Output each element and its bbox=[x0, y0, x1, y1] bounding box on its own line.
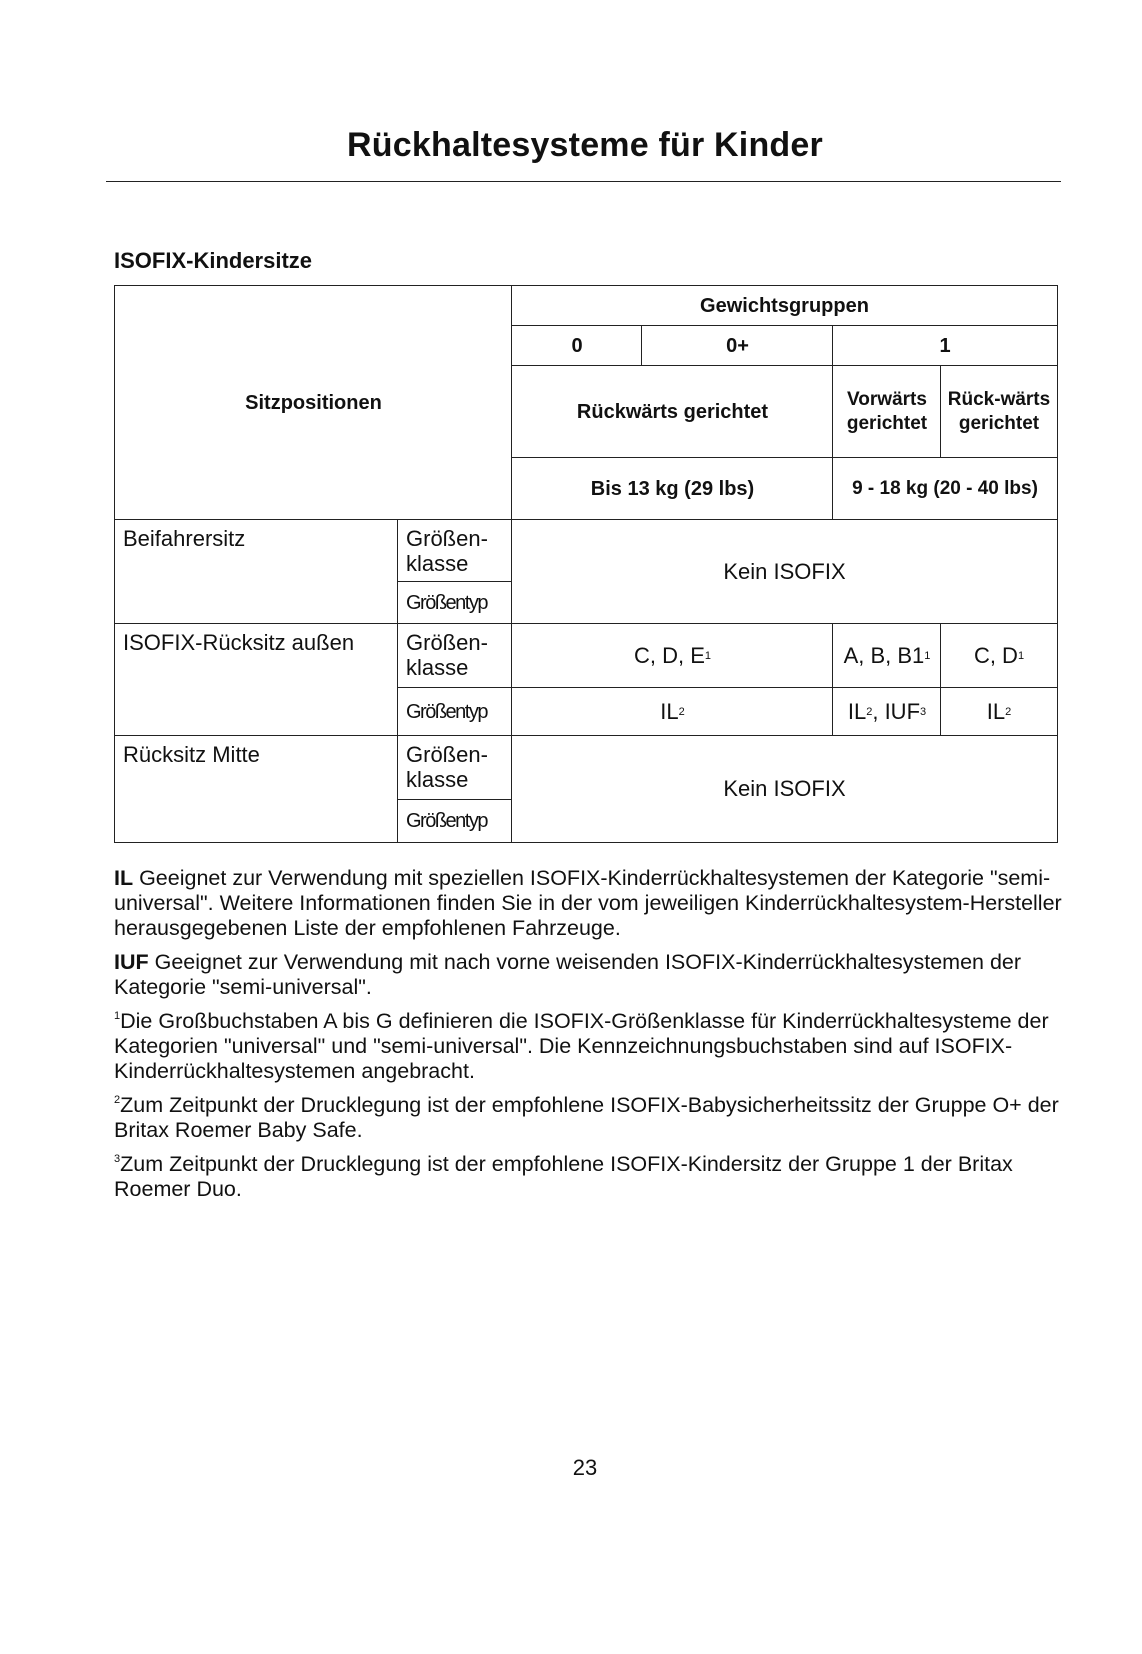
footnotes bbox=[114, 866, 1062, 1211]
size-class-rear: C, D, E 1 bbox=[511, 623, 834, 689]
header-rueckwaerts-gerichtet: Rückwärts gerichtet bbox=[511, 365, 834, 459]
footnote-3: $^3$Zum Zeitpunkt der Drucklegung ist der empfohlene ISOFIX-Kindersitz der Gruppe 1 der Britax Roemer Duo. bbox=[114, 1152, 1013, 1201]
size-class-label: Größen-klasse bbox=[397, 735, 513, 801]
size-type-rear-group1: IL 2 bbox=[940, 687, 1058, 737]
size-type-label: Größentyp bbox=[397, 581, 513, 625]
size-class-label: Größen-klasse bbox=[397, 519, 513, 583]
seat-isofix-ruecksitz-aussen: ISOFIX-Rücksitz außen bbox=[114, 623, 399, 737]
size-type-label: Größentyp bbox=[397, 687, 513, 737]
isofix-table bbox=[114, 285, 1058, 858]
page-number: 23 bbox=[572, 1455, 598, 1480]
header-group-0plus: 0+ bbox=[641, 325, 834, 367]
header-vorwaerts-gerichtet: Vorwärts gerichtet bbox=[832, 365, 942, 459]
size-type-label: Größentyp bbox=[397, 799, 513, 843]
size-class-rear-group1: C, D 1 bbox=[940, 623, 1058, 689]
header-rueckwaerts-gerichtet-group1: Rück-wärts gerichtet bbox=[940, 365, 1058, 459]
title-divider bbox=[106, 181, 1061, 182]
size-class-forward: A, B, B1 1 bbox=[832, 623, 942, 689]
header-gewichtsgruppen: Gewichtsgruppen bbox=[511, 285, 1058, 327]
note-il: IL Geeignet zur Verwendung mit speziellen ISOFIX-Kinderrückhaltesystemen der Kategorie "semi-universal". Weitere Informationen finden Sie in der vom jeweiligen Kinderrückhaltesystem-Hersteller herausgegebenen Liste der empfohlenen Fahrzeuge. bbox=[114, 866, 1062, 940]
value-kein-isofix: Kein ISOFIX bbox=[511, 735, 1058, 843]
header-group-0: 0 bbox=[511, 325, 643, 367]
note-iuf: IUF Geeignet zur Verwendung mit nach vorne weisenden ISOFIX-Kinderrückhaltesystemen der Kategorie "semi-universal". bbox=[114, 950, 1022, 999]
seat-beifahrersitz: Beifahrersitz bbox=[114, 519, 399, 625]
footnote-1: $^1$Die Großbuchstaben A bis G definieren die ISOFIX-Größenklasse für Kinderrückhaltesysteme der Kategorien "universal" und "semi-universal". Die Kennzeichnungsbuchstaben sind auf ISOFIX-Kinderrückhaltesystemen angebracht. bbox=[114, 1009, 1049, 1083]
header-weight-group1: 9 - 18 kg (20 - 40 lbs) bbox=[832, 457, 1058, 521]
value-kein-isofix: Kein ISOFIX bbox=[511, 519, 1058, 625]
page-title: Rückhaltesysteme für Kinder bbox=[347, 126, 823, 164]
seat-ruecksitz-mitte: Rücksitz Mitte bbox=[114, 735, 399, 843]
header-group-1: 1 bbox=[832, 325, 1058, 367]
size-type-forward: IL 2 , IUF 3 bbox=[832, 687, 942, 737]
size-class-label: Größen-klasse bbox=[397, 623, 513, 689]
header-sitzpositionen: Sitzpositionen bbox=[114, 285, 513, 521]
section-heading: ISOFIX-Kindersitze bbox=[114, 248, 313, 273]
footnote-2: $^2$Zum Zeitpunkt der Drucklegung ist der empfohlene ISOFIX-Babysicherheitssitz der Gruppe O+ der Britax Roemer Baby Safe. bbox=[114, 1093, 1059, 1142]
header-weight-group0: Bis 13 kg (29 lbs) bbox=[511, 457, 834, 521]
size-type-rear: IL 2 bbox=[511, 687, 834, 737]
